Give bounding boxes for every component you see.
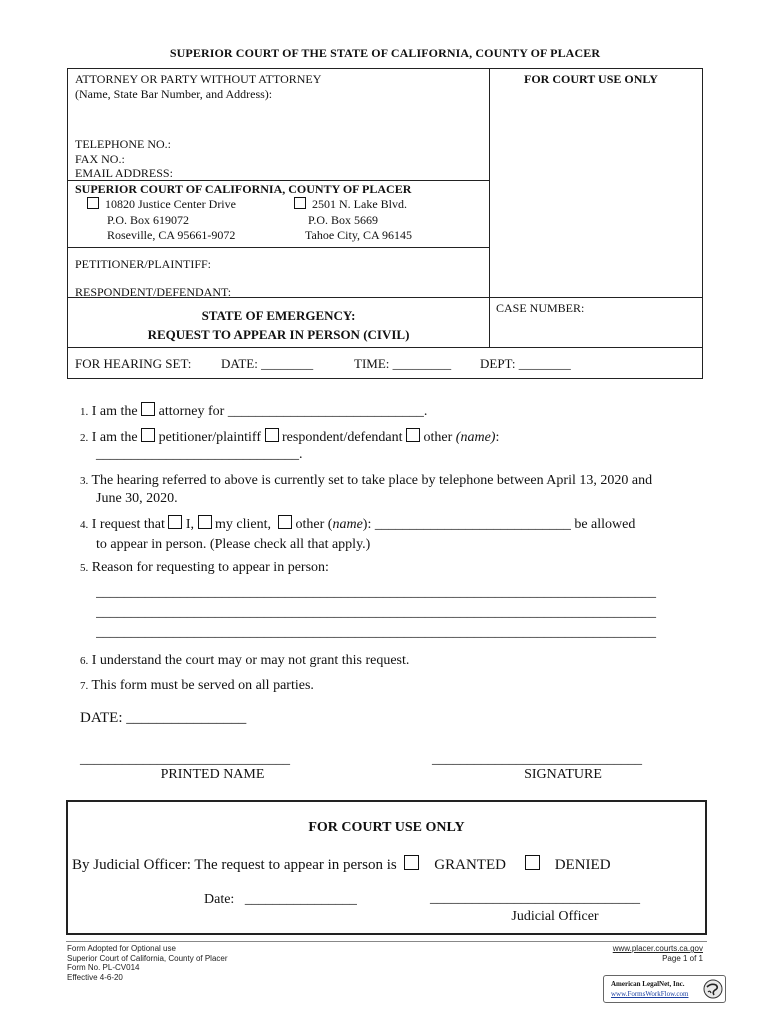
granted-checkbox[interactable] [404, 855, 419, 870]
request-other-checkbox[interactable] [278, 515, 292, 529]
attorney-label: ATTORNEY OR PARTY WITHOUT ATTORNEY (Name, State Bar Number, and Address): [75, 72, 322, 101]
petitioner-field[interactable]: PETITIONER/PLAINTIFF: [75, 257, 211, 271]
item-3: 3. The hearing referred to above is currently set to take place by telephone between April 13, 2020 and June 30, 2020. [80, 473, 653, 506]
logo-company: American LegalNet, Inc. [611, 980, 685, 988]
document-title: STATE OF EMERGENCY: REQUEST TO APPEAR IN PERSON (CIVIL) [147, 308, 410, 342]
roseville-checkbox[interactable] [87, 197, 99, 209]
legalnet-logo [603, 975, 726, 1003]
footer-left: Form Adopted for Optional use Superior Court of California, County of Placer Form No. PL-CV014 Effective 4-6-20 [67, 944, 228, 982]
reason-line[interactable]: ________________________________________________________________________________ [96, 605, 656, 620]
court-date-field[interactable]: ________________ [244, 892, 357, 907]
footer-rule [66, 941, 707, 942]
tahoe-checkbox[interactable] [294, 197, 306, 209]
court-box-title: FOR COURT USE ONLY [308, 820, 465, 835]
court-date-row: Date: ________________ [204, 892, 357, 907]
item-5: 5. Reason for requesting to appear in person: [80, 560, 329, 575]
hearing-label: FOR HEARING SET: [75, 356, 192, 371]
item-1: 1. I am the attorney for ____________________________. [80, 404, 428, 419]
court-header-title: SUPERIOR COURT OF THE STATE OF CALIFORNIA, COUNTY OF PLACER [169, 46, 601, 60]
court-use-only-label: FOR COURT USE ONLY [524, 72, 658, 86]
hearing-time-field[interactable]: TIME: _________ [354, 356, 452, 371]
logo-link[interactable]: www.FormsWorkFlow.com [611, 990, 689, 998]
hearing-dept-field[interactable]: DEPT: ________ [480, 356, 571, 371]
location-roseville: 10820 Justice Center Drive P.O. Box 619072 Roseville, CA 95661-9072 [87, 197, 236, 244]
reason-line[interactable]: ________________________________________________________________________________ [96, 625, 656, 640]
telephone-field[interactable]: TELEPHONE NO.: [75, 137, 171, 151]
item-4: 4. I request that I, my client, other (name): ____________________________ be allowed to appear in person. (Please check all that apply.) [80, 517, 636, 552]
request-client-checkbox[interactable] [198, 515, 212, 529]
court-website-link[interactable]: www.placer.courts.ca.gov [612, 944, 703, 953]
respondent-field[interactable]: RESPONDENT/DEFENDANT: [75, 285, 232, 299]
reason-lines[interactable] [96, 583, 702, 643]
case-number-field[interactable]: CASE NUMBER: [496, 301, 585, 315]
location-tahoe: 2501 N. Lake Blvd. P.O. Box 5669 Tahoe City, CA 96145 [294, 197, 412, 244]
item-6: 6. I understand the court may or may not grant this request. [80, 653, 410, 668]
attorney-for-field[interactable]: ____________________________. [227, 404, 428, 419]
signature-label: SIGNATURE [524, 767, 602, 782]
denied-checkbox[interactable] [525, 855, 540, 870]
hearing-date-field[interactable]: DATE: ________ [221, 356, 314, 371]
page-indicator: Page 1 of 1 [662, 953, 703, 963]
email-field[interactable]: EMAIL ADDRESS: [75, 166, 173, 180]
caption-vertical-divider [489, 68, 490, 297]
item-7: 7. This form must be served on all parties. [80, 678, 314, 693]
other-party-checkbox[interactable] [406, 428, 420, 442]
item-2: 2. I am the petitioner/plaintiff respondent/defendant other (name): [80, 430, 500, 445]
attorney-checkbox[interactable] [141, 402, 155, 416]
respondent-checkbox[interactable] [265, 428, 279, 442]
footer-right [613, 944, 703, 963]
printed-name-blank[interactable]: ______________________________ [80, 752, 290, 767]
caption-divider-parties [67, 247, 490, 248]
date-field[interactable]: DATE: ________________ [80, 710, 247, 726]
fax-field[interactable]: FAX NO.: [75, 151, 125, 166]
court-name: SUPERIOR COURT OF CALIFORNIA, COUNTY OF PLACER [75, 182, 412, 196]
other-name-field[interactable]: _____________________________. [96, 447, 303, 462]
officer-label: Judicial Officer [511, 909, 599, 924]
caption-divider-hearing [67, 347, 703, 348]
signature-blank[interactable]: ______________________________ [432, 752, 642, 767]
printed-name-label: PRINTED NAME [160, 767, 265, 782]
judicial-line: By Judicial Officer: The request to appear in person is GRANTED DENIED [72, 857, 611, 873]
party-checkbox[interactable] [141, 428, 155, 442]
reason-line[interactable]: ________________________________________________________________________________ [96, 585, 656, 600]
globe-icon [703, 979, 723, 999]
contact-fields [75, 137, 173, 181]
officer-blank[interactable]: ______________________________ [430, 891, 640, 906]
request-self-checkbox[interactable] [168, 515, 182, 529]
